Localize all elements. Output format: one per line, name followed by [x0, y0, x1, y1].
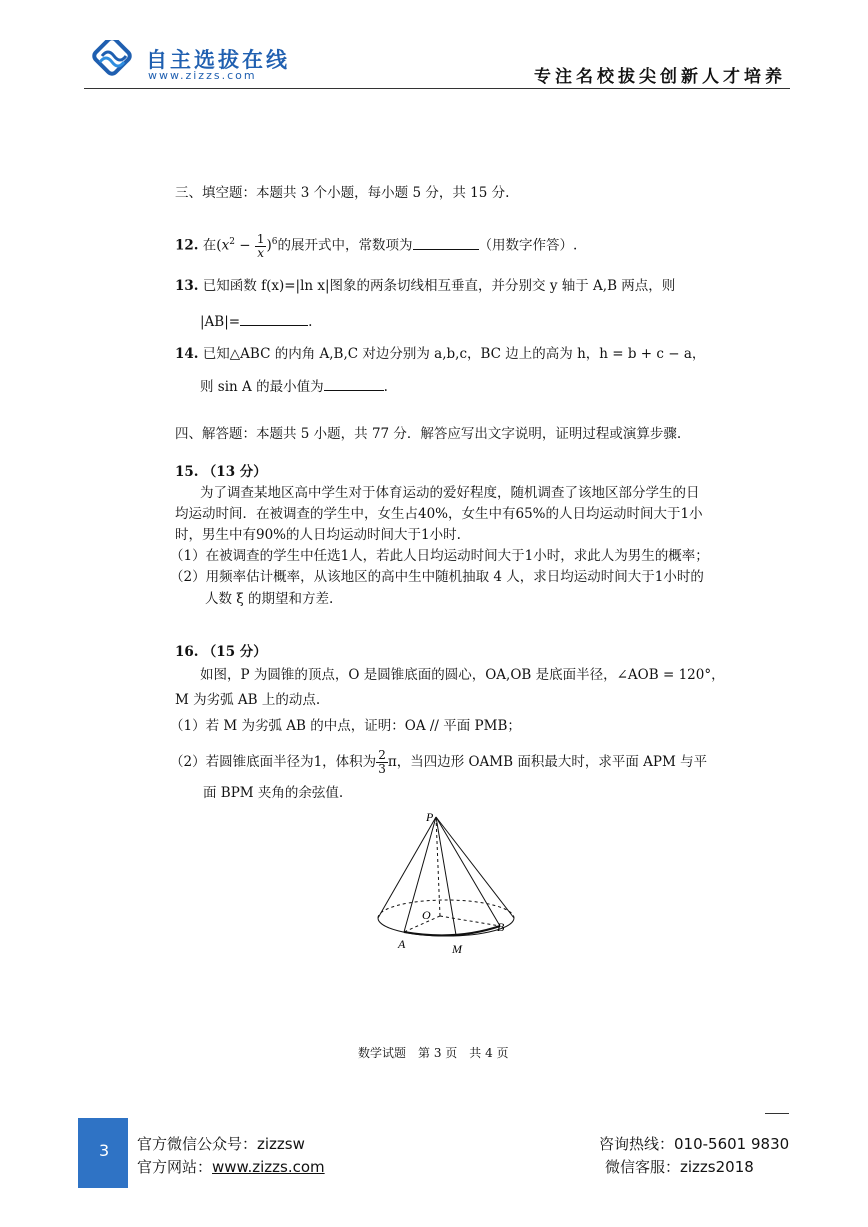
question-number: 15. — [175, 464, 199, 480]
page-footer: 数学试题 第 3 页 共 4 页 — [358, 1046, 509, 1060]
cone-left-slant — [378, 817, 436, 918]
q15-paragraph-line1: 为了调查某地区高中学生对于体育运动的爱好程度，随机调查了该地区部分学生的日 — [200, 485, 700, 501]
cone-right-slant — [436, 817, 514, 918]
question-15-heading — [175, 462, 267, 482]
q16-frac-den: 3 — [378, 762, 386, 776]
arc-amb — [404, 926, 500, 935]
question-score: （15 分） — [202, 644, 267, 660]
cone-figure — [360, 805, 530, 960]
q16-paragraph-line1: 如图，P 为圆锥的顶点，O 是圆锥底面的圆心，OA,OB 是底面半径，∠AOB = 120°， — [200, 667, 725, 683]
q14-line2-suffix: . — [383, 379, 388, 395]
q12-pre: 在( — [202, 237, 222, 254]
question-number: 16. — [175, 644, 199, 660]
q12-minus: − — [234, 237, 255, 254]
q16-paragraph-line2: M 为劣弧 AB 上的动点. — [175, 692, 321, 708]
answer-blank — [413, 235, 479, 250]
footer-wechat-service: 微信客服：zizzs2018 — [605, 1158, 754, 1176]
question-number: 13. — [175, 278, 199, 294]
q16-frac-num: 2 — [378, 748, 386, 762]
q16-subquestion-2 — [170, 749, 707, 776]
q12-exp: 2 — [229, 237, 235, 247]
label-o: O — [422, 908, 431, 922]
answer-blank — [240, 311, 308, 326]
footer-divider — [765, 1113, 789, 1114]
brand-url: www.zizzs.com — [148, 69, 257, 82]
q12-power: 6 — [271, 237, 278, 247]
brand-name: 自主选拔在线 — [146, 48, 290, 72]
q12-frac-num: 1 — [256, 231, 265, 246]
q15-subquestion-1: （1）在被调查的学生中任选1人，若此人日均运动时间大于1小时，求此人为男生的概率； — [170, 548, 709, 564]
q14-text: 已知△ABC 的内角 A,B,C 对边分别为 a,b,c，BC 边上的高为 h，h = b + c − a， — [202, 346, 706, 362]
q12-post: 的展开式中，常数项为 — [277, 237, 413, 254]
q15-subquestion-2-cont: 人数 ξ 的期望和方差. — [205, 591, 334, 607]
segment-pa — [404, 817, 436, 932]
answer-blank — [324, 376, 384, 391]
question-14-line2 — [200, 376, 388, 397]
question-13-line1 — [175, 276, 675, 296]
segment-po — [436, 817, 440, 916]
q12-fraction — [255, 233, 267, 260]
question-number: 12. — [175, 237, 199, 254]
q16-s2-post: π，当四边形 OAMB 面积最大时，求平面 APM 与平 — [387, 754, 708, 770]
page-number: 3 — [99, 1141, 110, 1160]
section-4-title: 四、解答题：本题共 5 小题，共 77 分．解答应写出文字说明，证明过程或演算步骤. — [175, 426, 682, 442]
footer-hotline: 咨询热线：010-5601 9830 — [599, 1135, 790, 1153]
label-b: B — [497, 920, 505, 934]
q12-close: ) — [266, 237, 272, 254]
q12-suffix: （用数字作答）. — [478, 237, 578, 254]
label-a: A — [398, 937, 406, 951]
question-score: （13 分） — [202, 464, 267, 480]
footer-website-link[interactable]: www.zizzs.com — [212, 1158, 325, 1176]
q16-s2-pre: （2）若圆锥底面半径为1，体积为 — [170, 754, 377, 770]
q13-line2-pre: |AB|= — [200, 314, 241, 330]
question-13-line2 — [200, 311, 312, 332]
section-3-title: 三、填空题：本题共 3 个小题，每小题 5 分，共 15 分. — [175, 185, 510, 201]
q16-subquestion-2-cont: 面 BPM 夹角的余弦值. — [203, 785, 344, 801]
question-12 — [175, 232, 577, 260]
footer-wechat-public: 官方微信公众号：zizzsw — [137, 1135, 305, 1153]
segment-ob — [440, 916, 500, 926]
q13-line2-suffix: . — [308, 314, 313, 330]
label-p: P — [426, 810, 434, 824]
q16-fraction — [376, 749, 388, 776]
q13-text: 已知函数 f(x)=|ln x|图象的两条切线相互垂直，并分别交 y 轴于 A,B 两点，则 — [202, 278, 676, 294]
question-number: 14. — [175, 346, 199, 362]
page-number-badge — [78, 1118, 128, 1188]
q14-line2-pre: 则 sin A 的最小值为 — [200, 379, 324, 395]
footer-website — [137, 1156, 325, 1177]
footer-website-label: 官方网站： — [137, 1158, 213, 1176]
header-divider — [84, 88, 790, 89]
question-14-line1 — [175, 344, 705, 364]
q15-paragraph-line2: 均运动时间．在被调查的学生中，女生占40%，女生中有65%的人日均运动时间大于1小 — [175, 506, 703, 522]
q12-base: x — [221, 237, 230, 254]
brand-logo-icon — [88, 40, 136, 80]
label-m: M — [452, 942, 462, 956]
q12-frac-den: x — [257, 245, 265, 260]
q16-subquestion-1: （1）若 M 为劣弧 AB 的中点，证明：OA // 平面 PMB； — [170, 718, 521, 734]
question-16-heading — [175, 642, 267, 662]
header-slogan: 专注名校拔尖创新人才培养 — [534, 67, 786, 87]
q15-paragraph-line3: 时，男生中有90%的人日均运动时间大于1小时. — [175, 527, 461, 543]
q15-subquestion-2: （2）用频率估计概率，从该地区的高中生中随机抽取 4 人，求日均运动时间大于1小时的 — [170, 569, 704, 585]
